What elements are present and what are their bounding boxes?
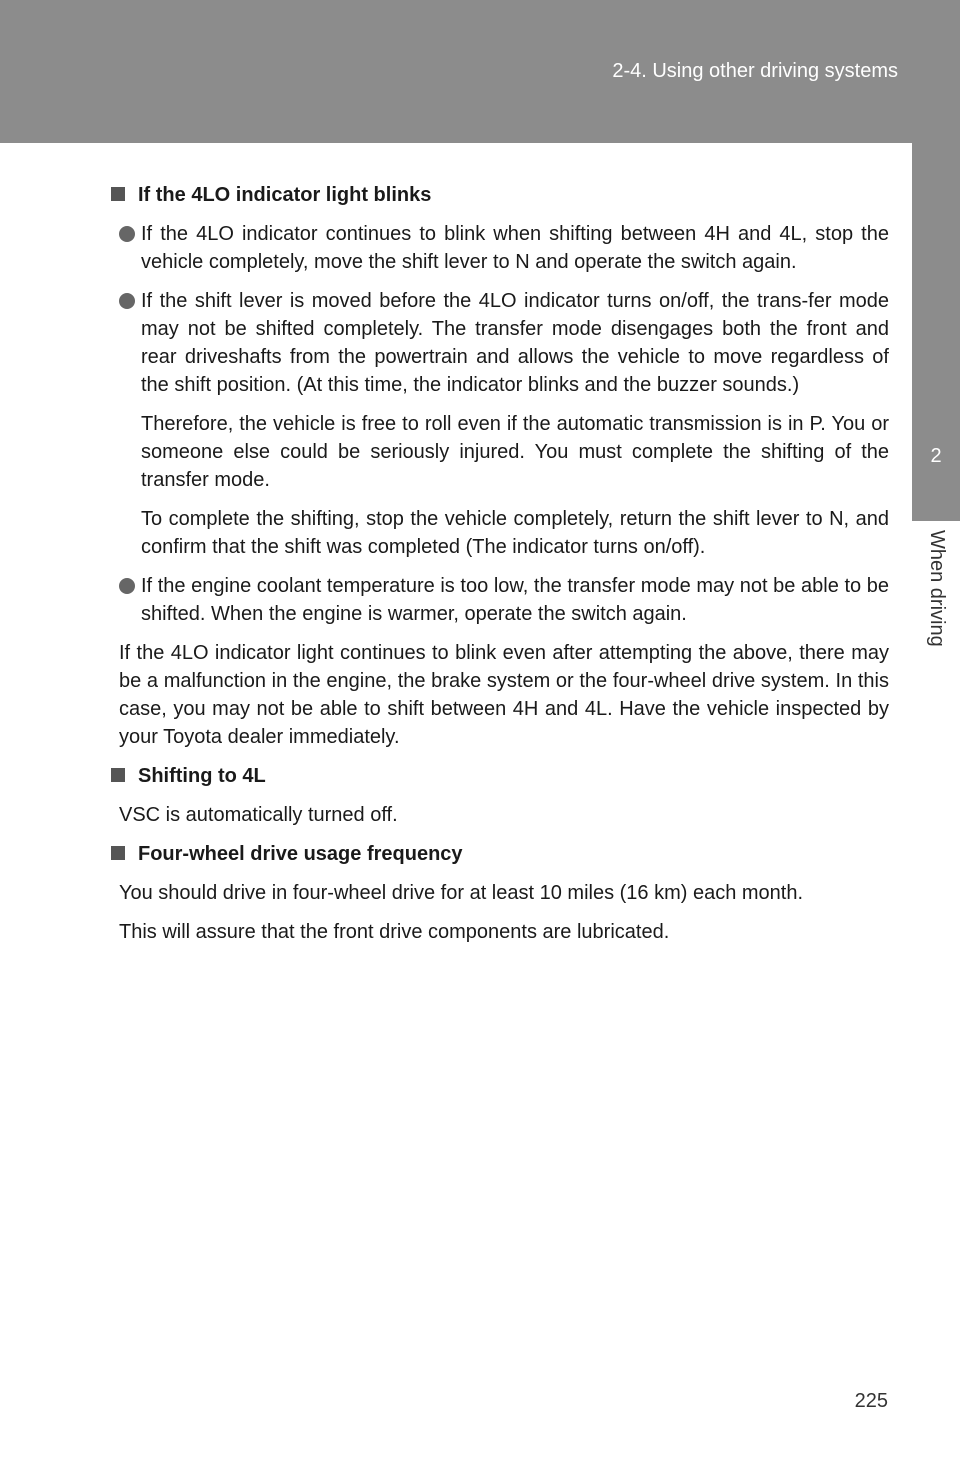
bullet-item: If the shift lever is moved before the 4LO indicator turns on/off, the trans-fer mode may not be shifted completely. The transfer mode disengages both the front and rear driveshafts from the powertrain and allows the vehicle to move regardless of the shift position. (At this time, the indicator blinks and the buzzer sounds.) bbox=[111, 287, 889, 399]
indented-paragraph: To complete the shifting, stop the vehicle completely, return the shift lever to N, and confirm that the shift was completed (The indicator turns on/off). bbox=[141, 508, 889, 558]
header-title: 2-4. Using other driving systems bbox=[612, 60, 898, 82]
indented-paragraph: Therefore, the vehicle is free to roll even if the automatic transmission is in P. You or someone else could be seriously injured. You must complete the shifting of the transfer mode. bbox=[141, 413, 889, 491]
section-title-4lo-blinks: If the 4LO indicator light blinks bbox=[111, 181, 889, 209]
page-header bbox=[0, 0, 960, 143]
paragraph: If the 4LO indicator light continues to blink even after attempting the above, there may be a malfunction in the engine, the brake system or the four-wheel drive system. In this case, you may not be able to shift between 4H and 4L. Have the vehicle inspected by your Toyota dealer immediately. bbox=[119, 642, 889, 748]
square-bullet-icon bbox=[111, 187, 125, 201]
square-bullet-icon bbox=[111, 768, 125, 782]
circle-bullet-icon bbox=[119, 293, 135, 309]
circle-bullet-icon bbox=[119, 578, 135, 594]
page-number: 225 bbox=[854, 1390, 888, 1412]
bullet-item: If the engine coolant temperature is too low, the transfer mode may not be able to be shifted. When the engine is warmer, operate the switch again. bbox=[111, 572, 889, 628]
paragraph: VSC is automatically turned off. bbox=[119, 804, 398, 826]
circle-bullet-icon bbox=[119, 226, 135, 242]
page-content bbox=[111, 181, 889, 957]
section-title-shifting-4l: Shifting to 4L bbox=[111, 762, 889, 790]
side-tab-label: When driving bbox=[926, 530, 948, 647]
bullet-item: If the 4LO indicator continues to blink when shifting between 4H and 4L, stop the vehicle completely, move the shift lever to N and operate the switch again. bbox=[111, 220, 889, 276]
square-bullet-icon bbox=[111, 846, 125, 860]
paragraph: This will assure that the front drive components are lubricated. bbox=[119, 921, 670, 943]
side-tab-number: 2 bbox=[930, 445, 942, 467]
paragraph: You should drive in four-wheel drive for at least 10 miles (16 km) each month. bbox=[119, 882, 804, 904]
section-title-usage-frequency: Four-wheel drive usage frequency bbox=[111, 840, 889, 868]
